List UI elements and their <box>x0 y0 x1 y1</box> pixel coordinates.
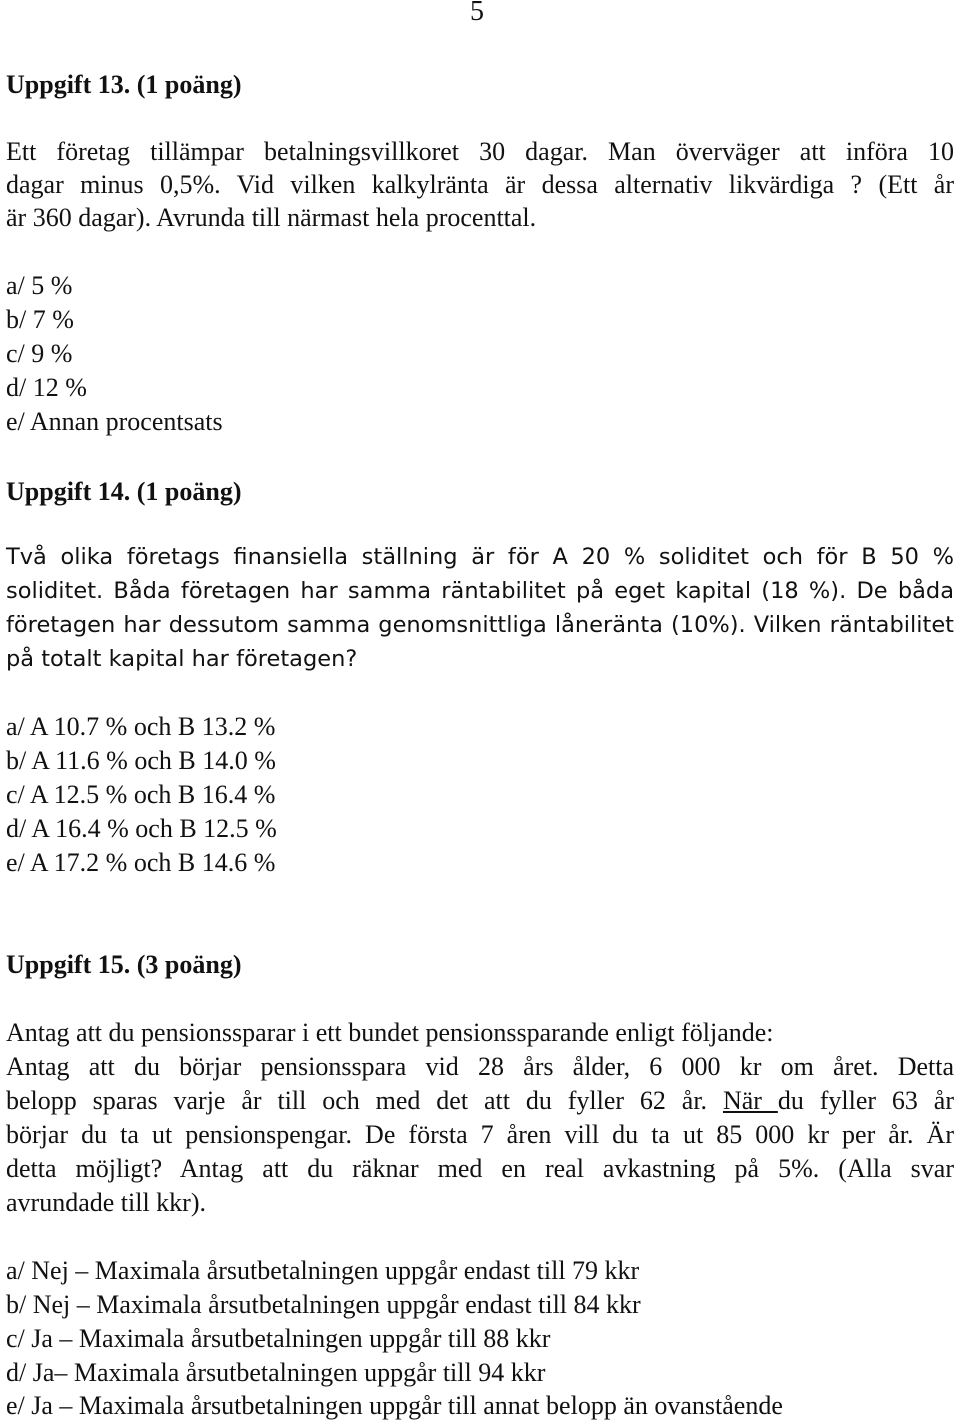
question-14-option-c: c/ A 12.5 % och B 16.4 % <box>6 780 276 809</box>
question-14-heading: Uppgift 14. (1 poäng) <box>6 477 242 506</box>
question-13-text-line: dagar minus 0,5%. Vid vilken kalkylränta är dessa alternativ likvärdiga ? (Ett år <box>6 170 954 199</box>
question-14-option-a: a/ A 10.7 % och B 13.2 % <box>6 712 276 741</box>
question-15-text-line <box>6 1086 954 1116</box>
question-15-underlined-word: När <box>722 1086 778 1115</box>
question-13-heading: Uppgift 13. (1 poäng) <box>6 70 242 99</box>
question-14-text-line: soliditet. Båda företagen har samma räntabilitet på eget kapital (18 %). De båda <box>6 578 954 604</box>
question-13-option-d: d/ 12 % <box>6 373 87 402</box>
question-15-option-a: a/ Nej – Maximala årsutbetalningen uppgår endast till 79 kkr <box>6 1256 640 1285</box>
question-15-text-line: detta möjligt? Antag att du räknar med en real avkastning på 5%. (Alla svar <box>6 1154 954 1183</box>
question-15-text-segment: du fyller 63 år <box>777 1086 954 1115</box>
question-15-heading: Uppgift 15. (3 poäng) <box>6 950 242 979</box>
page-number: 5 <box>470 0 484 27</box>
question-14-option-e: e/ A 17.2 % och B 14.6 % <box>6 848 276 877</box>
question-14-text-line: företagen har dessutom samma genomsnittliga låneränta (10%). Vilken räntabilitet <box>6 612 954 638</box>
question-15-option-c: c/ Ja – Maximala årsutbetalningen uppgår till 88 kkr <box>6 1324 551 1353</box>
question-14-option-d: d/ A 16.4 % och B 12.5 % <box>6 814 277 843</box>
question-13-option-c: c/ 9 % <box>6 339 73 368</box>
question-15-text-segment: belopp sparas varje år till och med det att du fyller 62 år. <box>6 1086 708 1115</box>
question-15-text-line: Antag att du börjar pensionsspara vid 28 års ålder, 6 000 kr om året. Detta <box>6 1052 954 1081</box>
question-14-option-b: b/ A 11.6 % och B 14.0 % <box>6 746 276 775</box>
question-15-text-line: avrundade till kkr). <box>6 1188 206 1217</box>
question-13-text-line: Ett företag tillämpar betalningsvillkoret 30 dagar. Man överväger att införa 10 <box>6 137 954 166</box>
question-14-text-line: Två olika företags finansiella ställning är för A 20 % soliditet och för B 50 % <box>6 544 954 570</box>
question-15-text-line: börjar du ta ut pensionspengar. De första 7 åren vill du ta ut 85 000 kr per år. Är <box>6 1120 954 1149</box>
question-13-option-b: b/ 7 % <box>6 305 74 334</box>
question-13-text-line: är 360 dagar). Avrunda till närmast hela procenttal. <box>6 203 537 232</box>
question-15-option-d: d/ Ja– Maximala årsutbetalningen uppgår till 94 kkr <box>6 1358 546 1387</box>
question-15-option-e: e/ Ja – Maximala årsutbetalningen uppgår till annat belopp än ovanstående <box>6 1391 783 1420</box>
question-13-option-a: a/ 5 % <box>6 271 73 300</box>
question-15-text-line: Antag att du pensionssparar i ett bundet pensionssparande enligt följande: <box>6 1018 774 1047</box>
question-13-option-e: e/ Annan procentsats <box>6 407 223 436</box>
question-15-option-b: b/ Nej – Maximala årsutbetalningen uppgår endast till 84 kkr <box>6 1290 641 1319</box>
question-14-text-line: på totalt kapital har företagen? <box>6 646 358 672</box>
